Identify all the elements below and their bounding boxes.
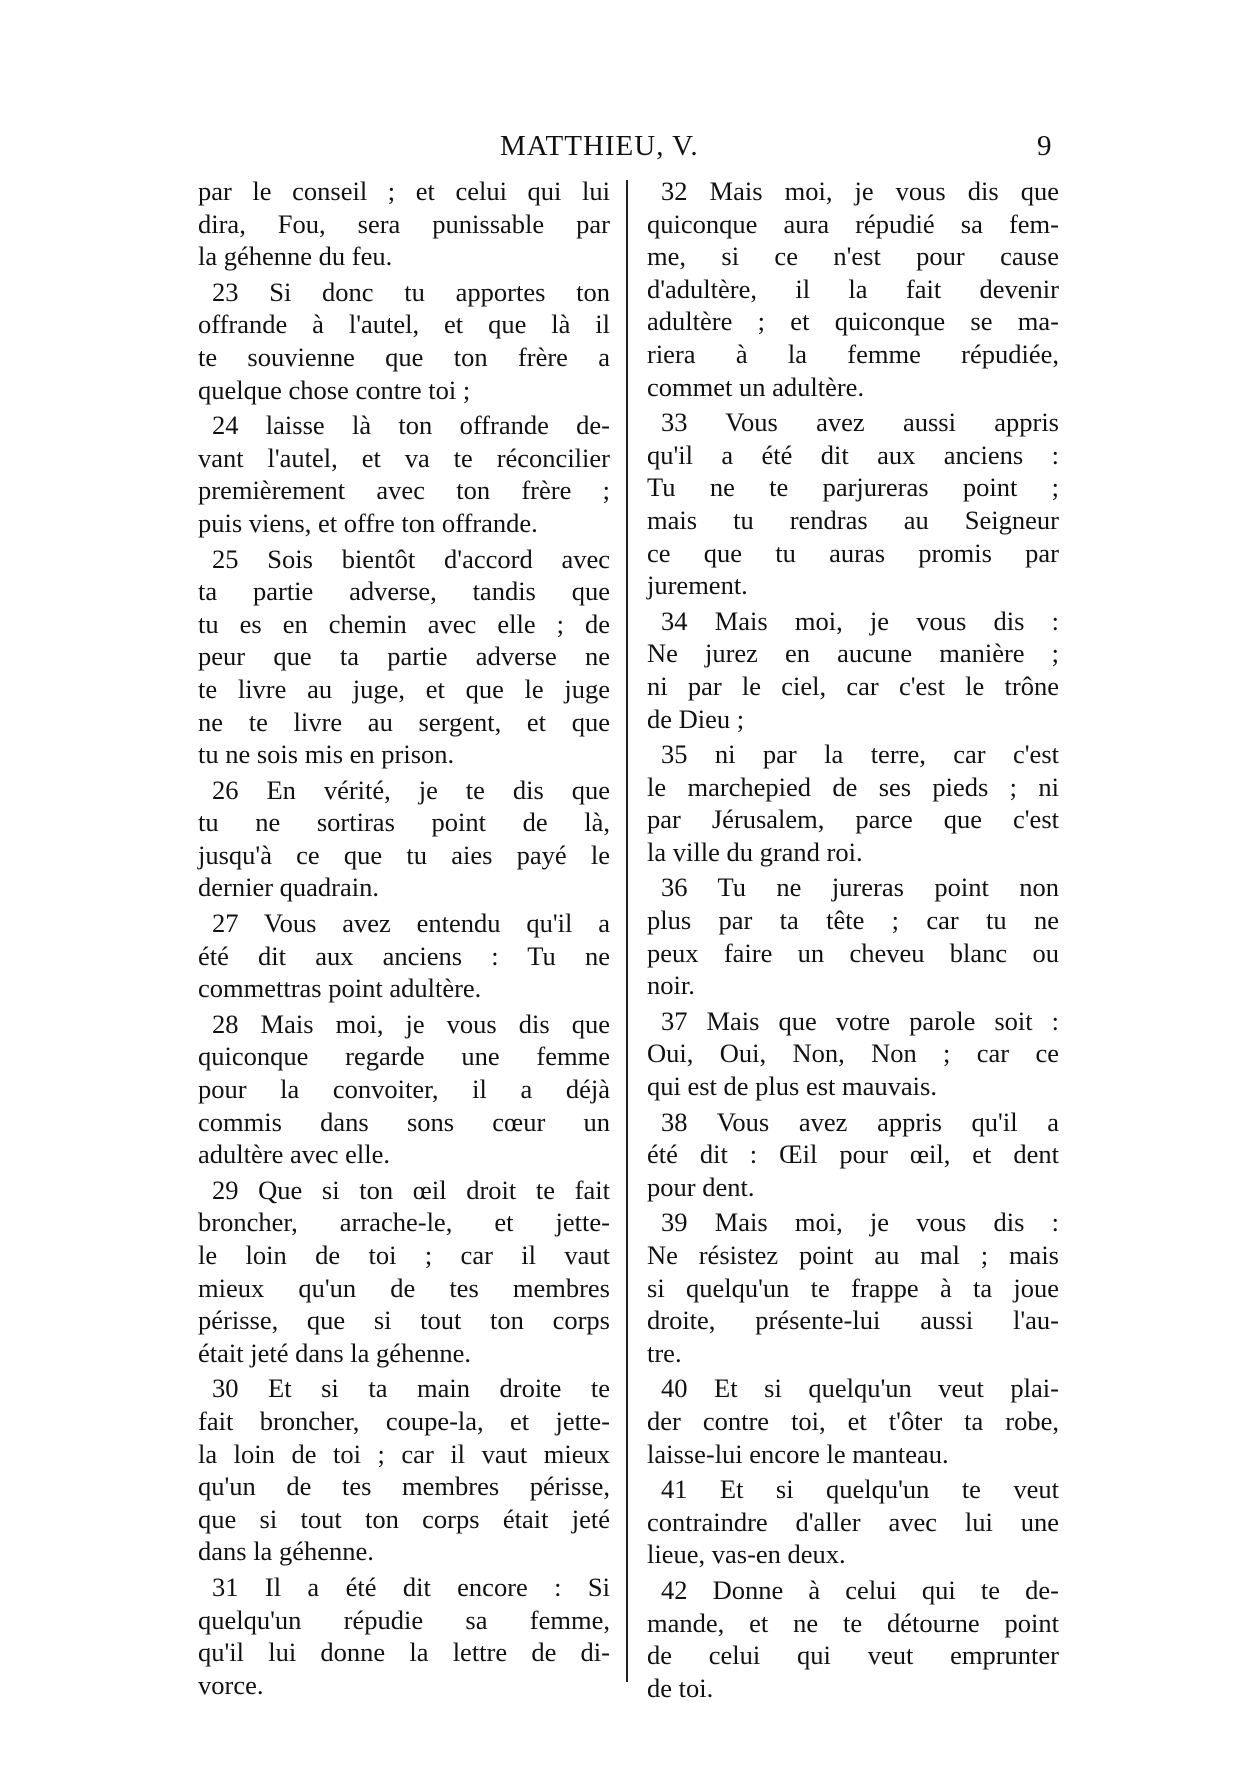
text-line: Oui, Oui, Non, Non ; car ce [647,1038,1059,1069]
text-line: commis dans sons cœur un [198,1106,610,1137]
verse-paragraph [198,774,610,904]
text-line: 25 Sois bientôt d'accord avec [212,543,610,574]
text-line: de celui qui veut emprunter [647,1640,1059,1671]
text-line: adultère ; et quiconque se ma- [647,306,1059,337]
text-line: de toi. [647,1672,714,1703]
text-line: la géhenne du feu. [198,241,393,272]
text-line: était jeté dans la géhenne. [198,1337,471,1368]
text-line: premièrement avec ton frère ; [198,475,610,506]
verse-paragraph [647,1206,1059,1369]
text-line: der contre toi, et t'ôter ta robe, [647,1405,1059,1436]
text-line: peur que ta partie adverse ne [198,641,610,672]
verse-paragraph [198,1174,610,1370]
text-line: par Jérusalem, parce que c'est [647,804,1059,835]
verse-paragraph [647,738,1059,868]
text-line: jurement. [647,570,748,601]
text-line: d'adultère, il la fait devenir [647,273,1059,304]
text-line: vorce. [198,1669,264,1700]
text-line: la ville du grand roi. [647,836,863,867]
text-line: la loin de toi ; car il vaut mieux [198,1438,610,1469]
verse-paragraph [647,1005,1059,1103]
text-line: 23 Si donc tu apportes ton [212,276,610,307]
text-line: tu ne sortiras point de là, [198,807,610,838]
text-line: tu ne sois mis en prison. [198,739,455,770]
text-line: qu'il a été dit aux anciens : [647,439,1059,470]
text-line: le marchepied de ses pieds ; ni [647,771,1059,802]
text-line: le loin de toi ; car il vaut [198,1240,610,1270]
text-line: par le conseil ; et celui qui lui [198,176,610,206]
text-line: tu es en chemin avec elle ; de [198,608,610,639]
text-line: tre. [647,1337,682,1368]
text-line: mieux qu'un de tes membres [198,1272,610,1303]
text-line: ce que tu auras promis par [647,537,1059,568]
text-line: 33 Vous avez aussi appris [661,407,1059,438]
verse-paragraph [647,1372,1059,1470]
text-line: 26 En vérité, je te dis que [212,774,610,805]
text-line: mande, et ne te détourne point [647,1607,1059,1638]
text-line: droite, présente-lui aussi l'au- [647,1305,1059,1336]
text-line: pour la convoiter, il a déjà [198,1074,610,1105]
text-line: 34 Mais moi, je vous dis : [661,605,1059,636]
text-line: adultère avec elle. [198,1139,390,1170]
text-line: riera à la femme répudiée, [647,338,1059,369]
verse-paragraph [198,409,610,539]
verse-paragraph [647,406,1059,602]
verse-paragraph [198,543,610,771]
text-line: été dit aux anciens : Tu ne [198,940,610,971]
verse-paragraph [198,907,610,1005]
verse-paragraph [647,605,1059,735]
text-line: contraindre d'aller avec lui une [647,1506,1059,1537]
verse-paragraph [198,175,610,273]
text-line: quelqu'un répudie sa femme, [198,1604,610,1635]
text-line: 37 Mais que votre parole soit : [661,1005,1059,1036]
text-line: te livre au juge, et que le juge [198,673,610,704]
page-number: 9 [1037,130,1053,162]
text-line: puis viens, et offre ton offrande. [198,507,538,538]
text-line: 32 Mais moi, je vous dis que [661,176,1059,206]
right-column [647,175,1059,1707]
text-line: périsse, que si tout ton corps [198,1305,610,1336]
text-line: qui est de plus est mauvais. [647,1071,937,1102]
text-line: 41 Et si quelqu'un te veut [661,1474,1059,1505]
verse-paragraph [198,1008,610,1171]
text-line: dans la géhenne. [198,1536,374,1567]
verse-paragraph [647,1106,1059,1204]
text-line: 27 Vous avez entendu qu'il a [212,908,610,939]
text-line: me, si ce n'est pour cause [647,241,1059,272]
text-line: mais tu rendras au Seigneur [647,504,1059,535]
text-line: noir. [647,970,695,1001]
text-line: commettras point adultère. [198,973,482,1004]
column-divider [626,180,628,1682]
text-line: ta partie adverse, tandis que [198,576,610,607]
text-line: offrande à l'autel, et que là il [198,309,610,340]
text-line: jusqu'à ce que tu aies payé le [198,839,610,870]
left-column [198,175,610,1704]
text-line: dernier quadrain. [198,872,379,903]
text-line: qu'un de tes membres périsse, [198,1471,610,1502]
verse-paragraph [647,175,1059,403]
text-line: plus par ta tête ; car tu ne [647,905,1059,936]
text-line: quiconque aura répudié sa fem- [647,208,1059,239]
verse-paragraph [647,1574,1059,1704]
verse-paragraph [647,871,1059,1001]
text-line: lieue, vas-en deux. [647,1539,846,1570]
text-line: Ne jurez en aucune manière ; [647,638,1059,669]
text-line: été dit : Œil pour œil, et dent [647,1139,1059,1170]
text-line: pour dent. [647,1171,755,1202]
text-line: commet un adultère. [647,371,865,402]
text-line: si quelqu'un te frappe à ta joue [647,1272,1059,1303]
text-line: 31 Il a été dit encore : Si [212,1571,610,1602]
text-line: qu'il lui donne la lettre de di- [198,1637,610,1668]
text-line: 40 Et si quelqu'un veut plai- [661,1373,1059,1404]
running-head [0,130,1259,170]
text-line: quiconque regarde une femme [198,1041,610,1072]
verse-paragraph [198,276,610,406]
text-line: que si tout ton corps était jeté [198,1503,610,1534]
text-line: broncher, arrache-le, et jette- [198,1207,610,1238]
text-line: Ne résistez point au mal ; mais [647,1240,1059,1270]
text-line: fait broncher, coupe-la, et jette- [198,1405,610,1436]
verse-paragraph [647,1473,1059,1571]
text-line: laisse-lui encore le manteau. [647,1438,949,1469]
text-line: 35 ni par la terre, car c'est [661,739,1059,770]
text-line: 36 Tu ne jureras point non [661,872,1059,903]
text-line: 30 Et si ta main droite te [212,1373,610,1404]
verse-paragraph [198,1372,610,1568]
text-line: 28 Mais moi, je vous dis que [212,1008,610,1039]
text-line: 24 laisse là ton offrande de- [212,410,610,441]
verse-paragraph [198,1571,610,1701]
text-line: te souvienne que ton frère a [198,341,610,372]
text-line: 42 Donne à celui qui te de- [661,1574,1059,1605]
text-line: ni par le ciel, car c'est le trône [647,670,1059,701]
text-line: vant l'autel, et va te réconcilier [198,442,610,473]
text-line: 29 Que si ton œil droit te fait [212,1174,610,1205]
text-line: ne te livre au sergent, et que [198,706,610,737]
text-line: de Dieu ; [647,703,745,734]
text-line: peux faire un cheveu blanc ou [647,937,1059,968]
text-line: 38 Vous avez appris qu'il a [661,1106,1059,1137]
page-title: MATTHIEU, V. [500,130,699,162]
text-line: dira, Fou, sera punissable par [198,208,610,239]
text-line: quelque chose contre toi ; [198,374,471,405]
text-line: 39 Mais moi, je vous dis : [661,1207,1059,1238]
text-line: Tu ne te parjureras point ; [647,472,1059,503]
